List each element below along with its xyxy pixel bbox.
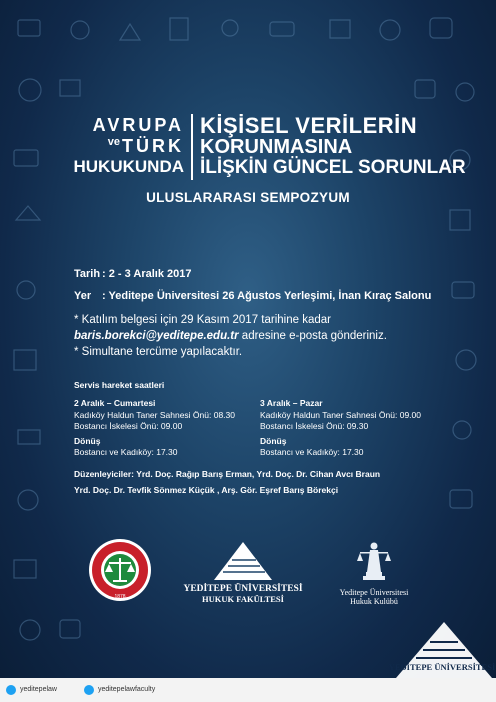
- right-logo-line2: Hukuk Kulübü: [350, 597, 398, 606]
- law-seal-logo: [88, 538, 152, 602]
- twitter-icon: [84, 685, 94, 695]
- right-logo-line1: Yeditepe Üniversitesi: [339, 588, 409, 597]
- day1-return-label: Dönüş: [74, 435, 101, 446]
- place-value: : Yeditepe Üniversitesi 26 Ağustos Yerleşimi, İnan Kıraç Salonu: [102, 290, 432, 302]
- title-avrupa: AVRUPA: [92, 115, 184, 135]
- title-right-line2: KORUNMASINA: [200, 136, 353, 159]
- title-divider: [191, 114, 193, 180]
- date-value: : 2 - 3 Aralık 2017: [102, 268, 192, 280]
- title-ve-turk: [66, 137, 184, 155]
- corner-logo-text: YEDİTEPE ÜNİVERSİTESİ: [388, 662, 496, 672]
- day2-return-label: Dönüş: [260, 435, 287, 446]
- footer-twitter2[interactable]: yeditepelawfaculty: [98, 686, 156, 693]
- title-left: [66, 116, 184, 175]
- day2-dep1: Kadıköy Haldun Taner Sahnesi Önü: 09.00: [260, 409, 421, 420]
- center-logo-line2: HUKUK FAKÜLTESİ: [202, 594, 284, 604]
- day1-return-value: Bostancı ve Kadıköy: 17.30: [74, 447, 178, 457]
- service-day2: [260, 398, 421, 459]
- organizers-line2: Yrd. Doç. Dr. Tevfik Sönmez Küçük , Arş. Gör. Eşref Barış Börekçi: [74, 485, 339, 495]
- title-turk: TÜRK: [122, 136, 184, 156]
- note-line2: [74, 330, 387, 342]
- footer-twitter1[interactable]: yeditepelaw: [20, 686, 57, 693]
- day2-return-value: Bostancı ve Kadıköy: 17.30: [260, 447, 364, 457]
- day2-dep2: Bostancı İskelesi Önü: 09.30: [260, 421, 369, 431]
- center-logo-line1: YEDİTEPE ÜNİVERSİTESİ: [183, 584, 303, 594]
- title-right-line3: İLİŞKİN GÜNCEL SORUNLAR: [200, 157, 466, 179]
- service-heading: [74, 380, 164, 392]
- organizers-line1: Düzenleyiciler: Yrd. Doç. Rağıp Barış Erman, Yrd. Doç. Dr. Cihan Avcı Braun: [74, 469, 381, 479]
- service-day1: [74, 398, 235, 459]
- place-label: Yer: [74, 290, 92, 302]
- footer-bar: [0, 678, 496, 702]
- note-line1: * Katılım belgesi için 29 Kasım 2017 tarihine kadar: [74, 314, 331, 326]
- title-hukukunda: HUKUKUNDA: [73, 157, 184, 176]
- day2-title: 3 Aralık – Pazar: [260, 398, 323, 408]
- title-right-line1: KİŞİSEL VERİLERİN: [200, 113, 418, 138]
- title-ve: ve: [107, 136, 120, 148]
- event-place: [74, 290, 431, 302]
- event-date: [74, 268, 191, 280]
- day1-title: 2 Aralık – Cumartesi: [74, 398, 156, 408]
- law-faculty-logo-text: [168, 584, 318, 604]
- date-label: Tarih: [74, 268, 101, 280]
- yeditepe-triangle-logo: [212, 540, 274, 582]
- seal-year: 1878: [114, 594, 126, 600]
- day1-dep2: Bostancı İskelesi Önü: 09.00: [74, 421, 183, 431]
- note-line3: * Simultane tercüme yapılacaktır.: [74, 346, 243, 358]
- contact-email[interactable]: baris.borekci@yeditepe.edu.tr: [74, 330, 239, 342]
- law-club-logo-text: [318, 588, 430, 606]
- twitter-icon: [6, 685, 16, 695]
- title-right: [200, 114, 466, 178]
- subtitle: ULUSLARARASI SEMPOZYUM: [146, 190, 350, 205]
- day1-dep1: Kadıköy Haldun Taner Sahnesi Önü: 08.30: [74, 409, 235, 420]
- service-heading-text: Servis hareket saatleri: [74, 380, 165, 390]
- justice-statue-icon: [356, 540, 392, 584]
- note-line2-rest: adresine e-posta gönderiniz.: [238, 330, 387, 342]
